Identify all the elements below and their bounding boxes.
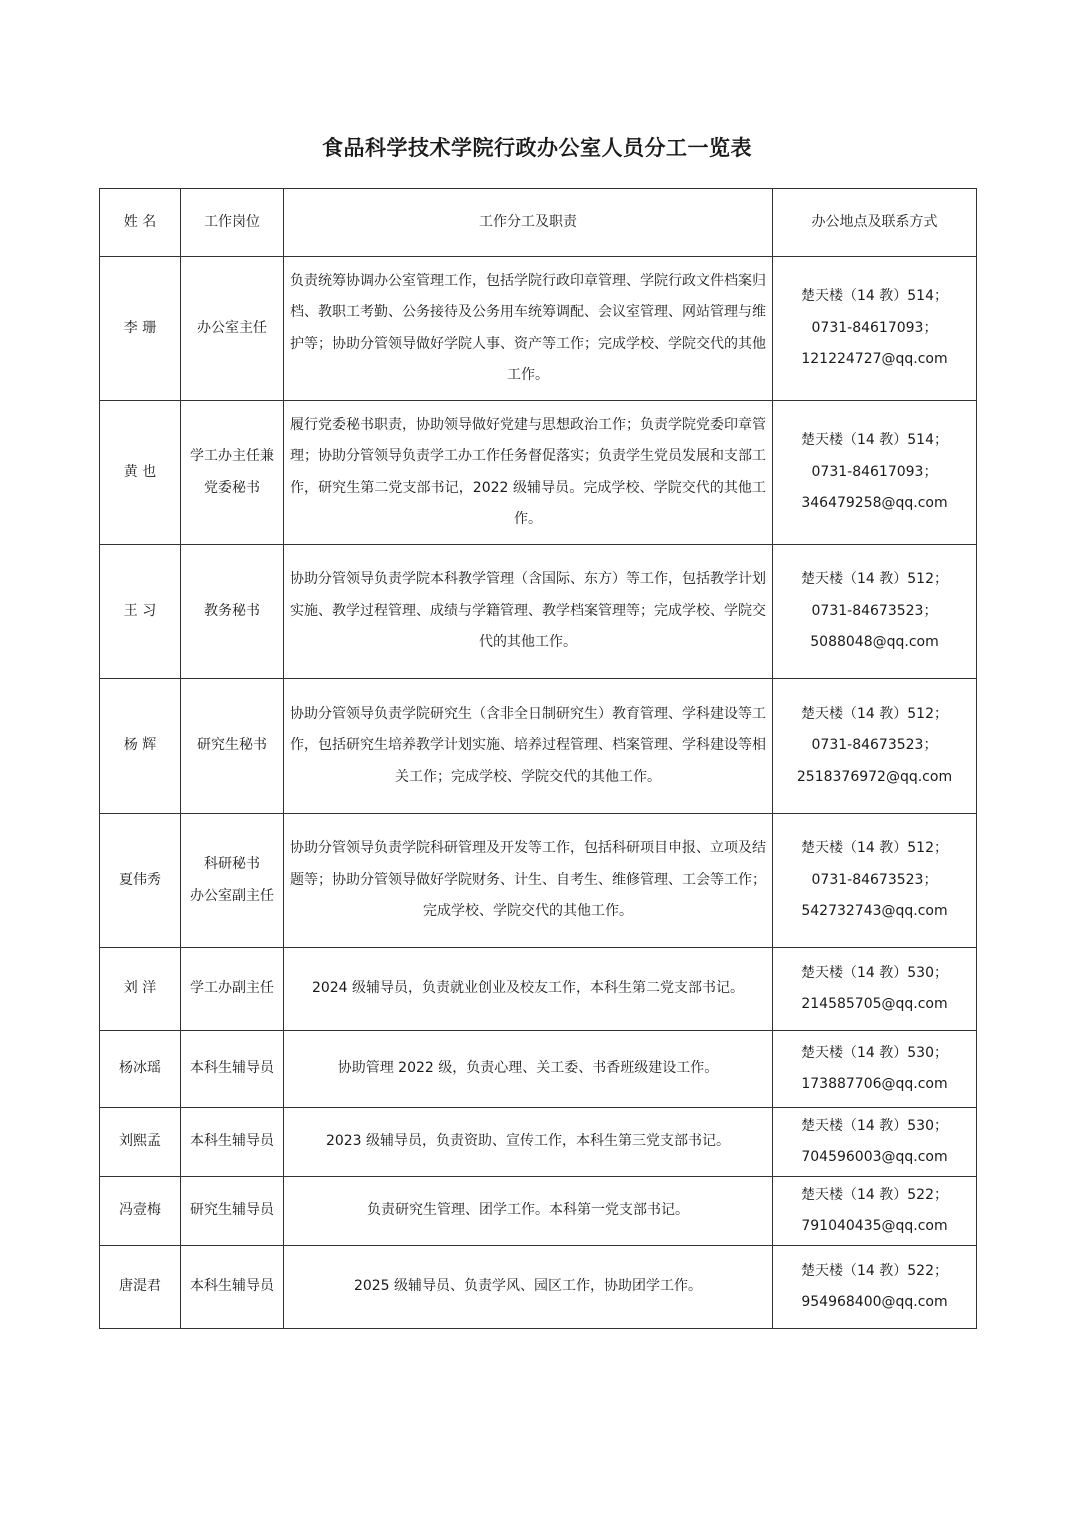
staff-table <box>99 188 977 1329</box>
contact-info <box>773 401 977 545</box>
contact-line: 542732743@qq.com <box>801 903 948 920</box>
person-name: 刘 洋 <box>100 948 181 1031</box>
contact-line: 121224727@qq.com <box>801 351 948 368</box>
contact-info <box>773 545 977 679</box>
job-post <box>181 1031 284 1108</box>
duty-description: 负责研究生管理、团学工作。本科第一党支部书记。 <box>284 1177 773 1246</box>
job-post-line: 办公室主任 <box>197 319 267 336</box>
duty-description: 2025 级辅导员、负责学风、园区工作，协助团学工作。 <box>284 1246 773 1329</box>
contact-line: 0731-84673523； <box>811 737 938 754</box>
table-body <box>100 257 977 1329</box>
contact-line: 0731-84617093； <box>811 463 938 480</box>
table-row <box>100 1031 977 1108</box>
duty-description: 履行党委秘书职责，协助领导做好党建与思想政治工作；负责学院党委印章管理；协助分管领导负责学工办工作任务督促落实；负责学生党员发展和支部工作，研究生第二党支部书记，2022 级辅导员。完成学校、学院交代的其他工作。 <box>284 401 773 545</box>
contact-info <box>773 814 977 948</box>
contact-line: 791040435@qq.com <box>801 1218 948 1234</box>
contact-line: 楚天楼（14 教）514； <box>801 288 948 305</box>
contact-info <box>773 1108 977 1177</box>
job-post <box>181 679 284 814</box>
contact-info <box>773 1031 977 1108</box>
table-header-row <box>100 189 977 257</box>
duty-description: 负责统筹协调办公室管理工作，包括学院行政印章管理、学院行政文件档案归档、教职工考勤、公务接待及公务用车统筹调配、会议室管理、网站管理与维护等；协助分管领导做好学院人事、资产等工作；完成学校、学院交代的其他工作。 <box>284 257 773 401</box>
duty-description: 协助分管领导负责学院研究生（含非全日制研究生）教育管理、学科建设等工作，包括研究生培养教学计划实施、培养过程管理、档案管理、学科建设等相关工作；完成学校、学院交代的其他工作。 <box>284 679 773 814</box>
contact-line: 楚天楼（14 教）512； <box>801 840 948 857</box>
contact-line: 214585705@qq.com <box>801 996 948 1012</box>
person-name: 杨 辉 <box>100 679 181 814</box>
job-post <box>181 545 284 679</box>
job-post <box>181 814 284 948</box>
job-post-line: 学工办副主任 <box>190 980 274 997</box>
table-row <box>100 948 977 1031</box>
duty-description: 协助分管领导负责学院本科教学管理（含国际、东方）等工作，包括教学计划实施、教学过程管理、成绩与学籍管理、教学档案管理等；完成学校、学院交代的其他工作。 <box>284 545 773 679</box>
table-row <box>100 257 977 401</box>
job-post-line: 科研秘书 <box>204 856 260 872</box>
person-name: 夏伟秀 <box>100 814 181 948</box>
contact-line: 楚天楼（14 教）530； <box>801 964 948 981</box>
person-name: 李 珊 <box>100 257 181 401</box>
job-post-line: 本科生辅导员 <box>190 1133 274 1150</box>
table-row <box>100 1177 977 1246</box>
contact-line: 楚天楼（14 教）512； <box>801 705 948 722</box>
contact-line: 0731-84673523； <box>811 871 938 888</box>
table-row <box>100 814 977 948</box>
job-post-line: 本科生辅导员 <box>190 1060 274 1077</box>
header-contact: 办公地点及联系方式 <box>773 189 977 257</box>
contact-line: 2518376972@qq.com <box>796 768 953 785</box>
contact-info <box>773 1246 977 1329</box>
job-post-line: 党委秘书 <box>204 479 260 496</box>
contact-line: 楚天楼（14 教）512； <box>801 571 948 588</box>
job-post-line: 研究生辅导员 <box>190 1202 274 1219</box>
contact-line: 0731-84617093； <box>811 319 938 336</box>
contact-line: 346479258@qq.com <box>801 495 948 512</box>
person-name: 黄 也 <box>100 401 181 545</box>
duty-description: 协助分管领导负责学院科研管理及开发等工作，包括科研项目申报、立项及结题等；协助分管领导做好学院财务、计生、自考生、维修管理、工会等工作；完成学校、学院交代的其他工作。 <box>284 814 773 948</box>
contact-line: 楚天楼（14 教）530； <box>801 1117 948 1134</box>
contact-line: 173887706@qq.com <box>801 1076 948 1092</box>
job-post <box>181 948 284 1031</box>
contact-line: 楚天楼（14 教）514； <box>801 432 948 449</box>
contact-line: 楚天楼（14 教）522； <box>801 1186 948 1203</box>
contact-line: 楚天楼（14 教）530； <box>801 1044 948 1061</box>
person-name: 王 习 <box>100 545 181 679</box>
job-post-line: 学工办主任兼 <box>190 448 274 464</box>
table-row <box>100 401 977 545</box>
header-post: 工作岗位 <box>181 189 284 257</box>
person-name: 杨冰瑶 <box>100 1031 181 1108</box>
table-row <box>100 1108 977 1177</box>
job-post <box>181 401 284 545</box>
job-post <box>181 1177 284 1246</box>
job-post <box>181 257 284 401</box>
table-row <box>100 679 977 814</box>
person-name: 刘熙孟 <box>100 1108 181 1177</box>
person-name: 冯壹梅 <box>100 1177 181 1246</box>
contact-info <box>773 679 977 814</box>
contact-line: 0731-84673523； <box>811 602 938 619</box>
contact-info <box>773 1177 977 1246</box>
contact-line: 5088048@qq.com <box>810 634 939 651</box>
job-post-line: 教务秘书 <box>204 602 260 619</box>
job-post <box>181 1108 284 1177</box>
contact-info <box>773 948 977 1031</box>
table-row <box>100 1246 977 1329</box>
header-name: 姓 名 <box>100 189 181 257</box>
contact-line: 954968400@qq.com <box>801 1294 948 1310</box>
person-name: 唐湜君 <box>100 1246 181 1329</box>
contact-line: 楚天楼（14 教）522； <box>801 1262 948 1279</box>
duty-description: 协助管理 2022 级，负责心理、关工委、书香班级建设工作。 <box>284 1031 773 1108</box>
job-post <box>181 1246 284 1329</box>
job-post-line: 办公室副主任 <box>190 887 274 904</box>
table-row <box>100 545 977 679</box>
job-post-line: 本科生辅导员 <box>190 1278 274 1295</box>
duty-description: 2024 级辅导员，负责就业创业及校友工作，本科生第二党支部书记。 <box>284 948 773 1031</box>
page-title: 食品科学技术学院行政办公室人员分工一览表 <box>322 135 752 160</box>
contact-line: 704596003@qq.com <box>801 1149 948 1165</box>
header-duty: 工作分工及职责 <box>284 189 773 257</box>
duty-description: 2023 级辅导员，负责资助、宣传工作，本科生第三党支部书记。 <box>284 1108 773 1177</box>
job-post-line: 研究生秘书 <box>197 737 267 754</box>
contact-info <box>773 257 977 401</box>
